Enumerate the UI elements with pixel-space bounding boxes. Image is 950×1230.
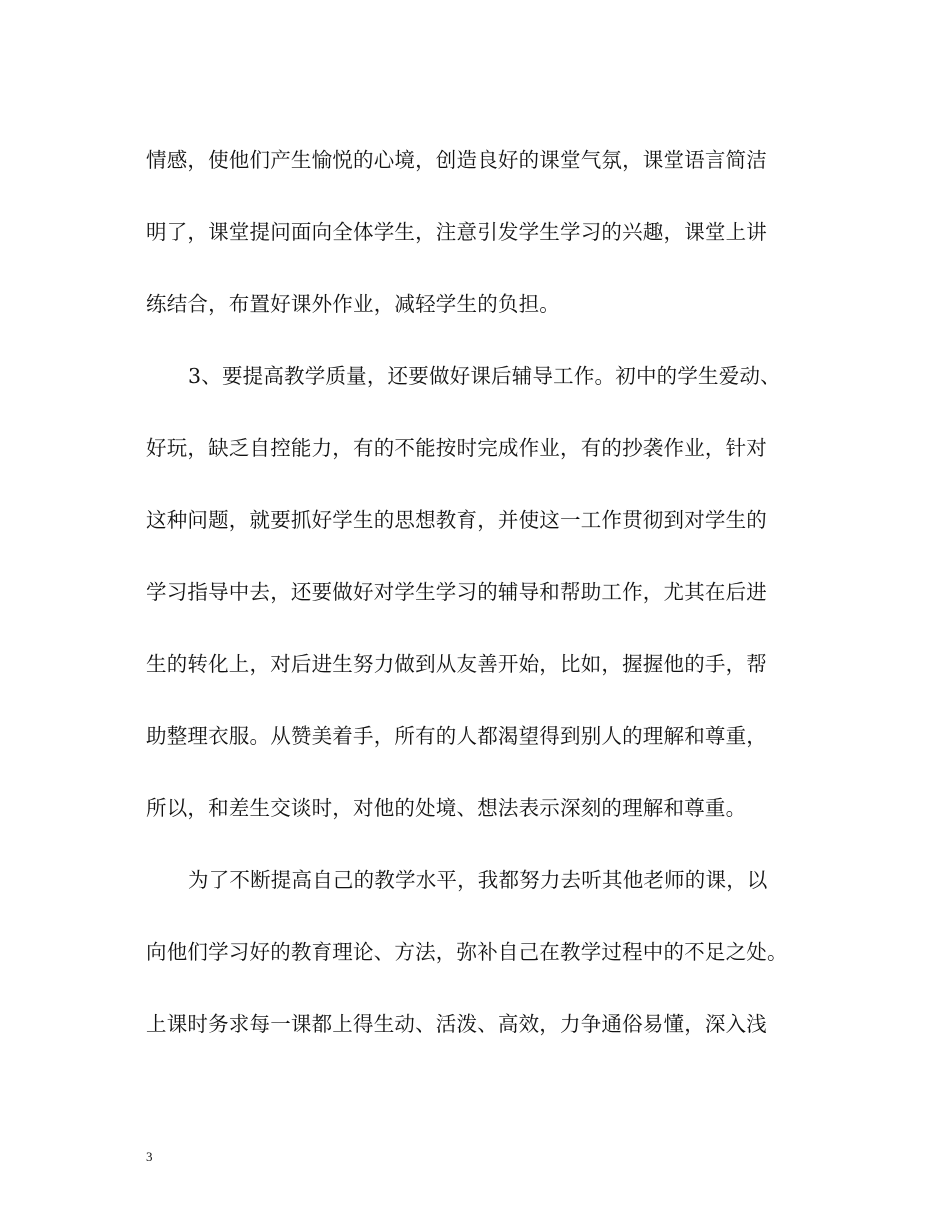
text-line: 助整理衣服。从赞美着手，所有的人都渴望得到别人的理解和尊重， [146,724,767,748]
text-line: 所以，和差生交谈时，对他的处境、想法表示深刻的理解和尊重。 [146,796,747,820]
text-line: 这种问题，就要抓好学生的思想教育，并使这一工作贯彻到对学生的 [146,508,767,532]
page-number: 3 [146,1149,153,1164]
paragraph-start-line: 为了不断提高自己的教学水平，我都努力去听其他老师的课，以 [188,868,768,892]
text-line: 好玩，缺乏自控能力，有的不能按时完成作业，有的抄袭作业，针对 [146,436,767,460]
text-line: 情感，使他们产生愉悦的心境，创造良好的课堂气氛，课堂语言简洁 [146,148,767,172]
text-line: 生的转化上，对后进生努力做到从友善开始，比如，握握他的手，帮 [146,652,767,676]
text-line: 向他们学习好的教育理论、方法，弥补自己在教学过程中的不足之处。 [146,940,788,964]
text-line: 学习指导中去，还要做好对学生学习的辅导和帮助工作，尤其在后进 [146,580,767,604]
text-line: 明了，课堂提问面向全体学生，注意引发学生学习的兴趣，课堂上讲 [146,220,767,244]
text-line: 练结合，布置好课外作业，减轻学生的负担。 [146,292,560,316]
paragraph-start-line: 3、要提高教学质量，还要做好课后辅导工作。初中的学生爱动、 [188,364,781,388]
text-line: 上课时务求每一课都上得生动、活泼、高效，力争通俗易懂，深入浅 [146,1012,767,1036]
